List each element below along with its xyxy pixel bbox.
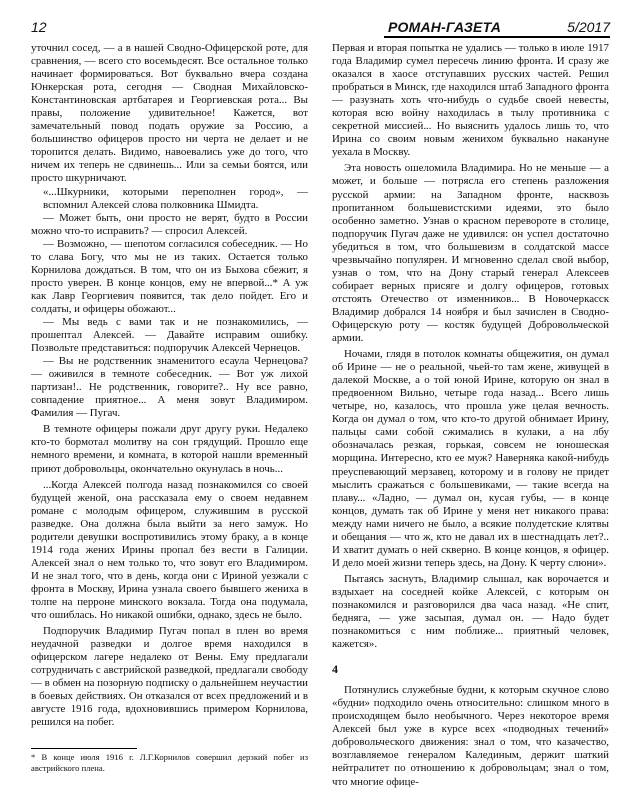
footnote [31, 752, 308, 773]
paragraph: В темноте офицеры пожали друг другу руки. Недалеко кто-то бормотал молитву на сон грядущий. Прошло еще немного времени, и комната, в которой нашли временный приют добровольцы, окончательно окунулась в ночь... [31, 423, 308, 475]
issue-number: 5/2017 [567, 19, 610, 35]
running-head [384, 16, 610, 38]
paragraph: Потянулись служебные будни, к которым скучное слово «будни» подходило очень относительно: слишком много в происходящем было необычного. Через некоторое время Алексей был уже в курсе всех «подводных течений» добровольческого движения: знал о том, что казачество, возглавляемое генералом Калединым, держит шаткий нейтралитет по отношению к добровольцам; знал о том, что многие офице- [332, 684, 609, 788]
paragraph: — Мы ведь с вами так и не познакомились, — прошептал Алексей. — Давайте исправим ошибку. Позвольте представиться: подпоручик Алексей Чернецов. [31, 315, 308, 355]
paragraph: Эта новость ошеломила Владимира. Но не меньше — а может, и больше — потрясла его степень разложения русской армии: на Западном фронте, насквозь пропитанном большевистскими идеями, это было особенно заметно. Узнав о красном перевороте в столице, подпоручик Пугач даже не удивился: он успел достаточно убедиться в том, что большевизм в солдатской массе чрезвычайно популярен. И мгновенно сделал свой выбор, узнав о том, что на Дону старый генерал Алексеев собирает верных присяге и долгу офицеров, готовых отстоять Отечество от изменников... В Новочеркасск Владимир добрался 14 ноября и был зачислен в Сводно-Офицерскую роту — костяк будущей Добровольческой армии. [332, 162, 609, 345]
left-column [31, 42, 308, 742]
footnote-text: В конце июля 1916 г. Л.Г.Корнилов совершил дерзкий побег из австрийского плена. [31, 752, 308, 773]
paragraph: ...Когда Алексей полгода назад познакомился со своей будущей женой, она рассказала ему о своем недавнем романе с молодым офицером, служившим в русской разведке. Она должна была выйти за него замуж. Но родители девушки воспротивились этому браку, а в конце 1914 года жених Ирины пропал без вести в Галиции. Алексей знал о нем только то, что зовут его Владимиром. И не знал того, что в день, когда они с Ириной уезжали с фронта в Москву, Ирина узнала своего бывшего жениха в толпе на перроне минского вокзала. Тогда она подумала, что ошиблась. Но никакой ошибки, однако, здесь не было. [31, 478, 308, 622]
page-number: 12 [31, 19, 47, 35]
paragraph: Пытаясь заснуть, Владимир слышал, как ворочается и вздыхает на соседней койке Алексей, с которым он познакомился и разговорился два часа назад. «Не спит, бедняга, — уже засыпая, думал он. — Надо будет познакомиться с ним поближе... приятный человек, кажется». [332, 572, 609, 651]
paragraph: — Может быть, они просто не верят, будто в России можно что-то исправить? — спросил Алексей. [31, 211, 308, 237]
paragraph: — Вы не родственник знаменитого есаула Чернецова? — оживился в темноте собеседник. — Вот уж лихой партизан!.. Не родственник, говорите?.. Ну все равно, совпадение приятное... А меня зовут Владимиром. Фамилия — Пугач. [31, 355, 308, 420]
paragraph: «...Шкурники, которыми переполнен город», — вспомнил Алексей слова полковника Шмидта. [43, 185, 308, 211]
page-header [31, 16, 610, 37]
paragraph: Первая и вторая попытка не удались — только в июле 1917 года Владимир сумел пересечь линию фронта. И сразу же оказался в хаосе отступавших русских частей. Решил пробраться в Минск, где находился штаб Западного фронта — разузнать хоть что-нибудь о судьбе своей невесты, которая всю войну находилась в тылу противника с секретной миссией... Но выяснить удалось лишь то, что Ирина со своим новым женихом буквально накануне уехала в Москву. [332, 42, 609, 159]
paragraph: Подпоручик Владимир Пугач попал в плен во время неудачной разведки и долгое время находился в офицерском лагере недалеко от Вены. Ему предлагали сотрудничать с австрийской разведкой, предлагали свободу — в обмен на позорную подписку о дальнейшем неучастии в боевых действиях. Он отказался от всех предложений и в августе 1916 года, вдохновившись примером Корнилова, решился на побег. [31, 625, 308, 729]
paragraph: уточнил сосед, — а в нашей Сводно-Офицерской роте, для сравнения, — всего сто восемьдесят. Все остальное только начинает формироваться. Вот буквально вчера создана Юнкерская рота, сегодня — Сводная Михайловско-Константиновская артбатарея и Георгиевская рота... Вы правы, положение удивительное! Кажется, вот замечательный повод подать оружие за Россию, а большинство офицеров просто ни черта не делает и не торопится делать. Видимо, навоевались уже до того, что ничем их теперь не сдвинешь... Или за семьи боятся, или просто шкурничают. [31, 42, 308, 185]
paragraph: Ночами, глядя в потолок комнаты общежития, он думал об Ирине — не о реальной, чьей-то там жене, живущей в далекой Москве, а о той юной Ирине, которую он знал в предвоенном Вильно, четыре года назад... Всего лишь четыре, но, казалось, что прошла уже целая вечность. Когда он думал о том, что кто-то другой обнимает Ирину, пальцы сами собой сжимались в кулаки, а на лбу обозначалась резкая, горькая, совсем не юношеская морщина. Интересно, кто ее муж? Наверняка какой-нибудь преуспевающий мерзавец, которому и в голову не придет мыслить сражаться с большевиками, — такие всегда на плаву... «Ладно, — думал он, кусая губы, — в конце концов, думать так об Ирине у меня нет никакого права: между нами ничего не было, а всякие полудетские клятвы и обещания — что ж, кто не давал их в шестнадцать лет?.. И хватит думать о ней скверно. В конце концов, я офицер. И дело моей жизни теперь здесь, на Дону. К черту слюни». [332, 348, 609, 569]
footnote-mark: * [31, 752, 36, 762]
right-column [332, 42, 609, 800]
footnote-divider [31, 748, 137, 749]
paragraph: — Возможно, — шепотом согласился собеседник. — Но то слава Богу, что мы не из таких. Остается только Корнилова дождаться. В том, что он из Быхова сбежит, я просто уверен. В конце концов, ему не впервой...* А уж как Лавр Георгиевич появится, так дело пойдет. Его и солдаты, и офицеры обожают... [31, 237, 308, 315]
section-number: 4 [332, 662, 338, 677]
magazine-title: РОМАН-ГАЗЕТА [388, 19, 502, 35]
